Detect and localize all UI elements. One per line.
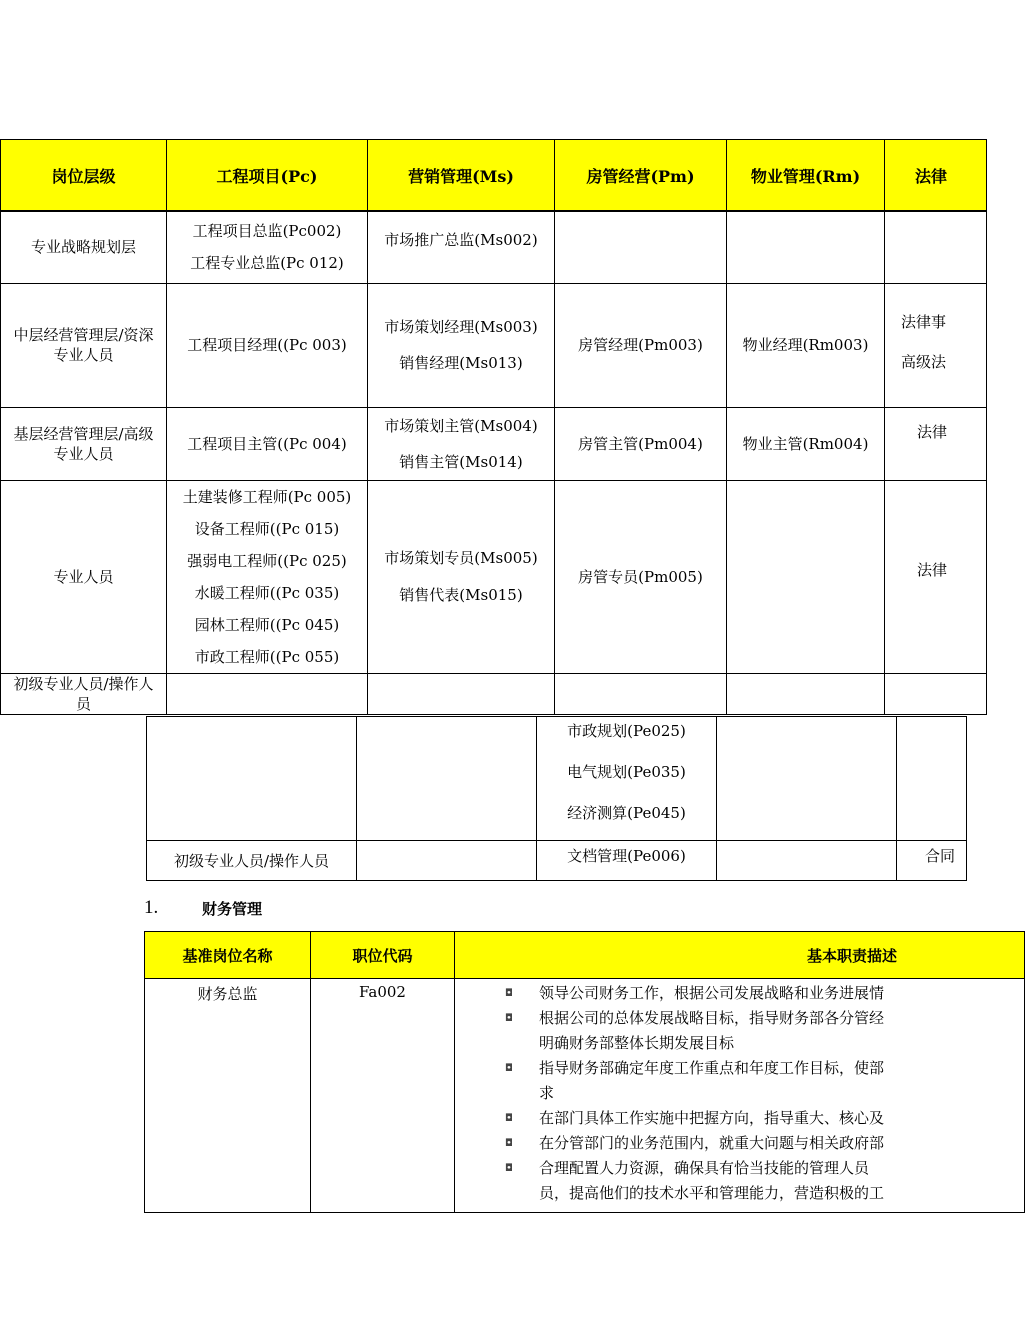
- header-position-name: 基准岗位名称: [145, 932, 311, 979]
- table-row: [147, 717, 967, 841]
- position-entry: 电气规划(Pe035): [567, 763, 686, 781]
- legal-cell: [885, 283, 987, 407]
- table-row: [147, 841, 967, 881]
- duty-item: ◘ 在部门具体工作实施中把握方向，指导重大、核心及: [539, 1106, 1024, 1131]
- job-level-matrix-table: [0, 139, 987, 715]
- position-entry: 销售代表(Ms015): [399, 585, 523, 604]
- position-name-cell: 财务总监: [145, 979, 311, 1213]
- position-entry: 物业经理(Rm003): [742, 336, 869, 354]
- section-title: 财务管理: [202, 900, 263, 918]
- duty-item: ◘ 合理配置人力资源，确保具有恰当技能的管理人员 员，提高他们的技术水平和管理能力，营造积极的工: [539, 1156, 1024, 1206]
- marketing-cell: [368, 673, 555, 714]
- position-entry: 市场推广总监(Ms002): [384, 231, 538, 249]
- property-mgmt-cell: [727, 283, 885, 407]
- level-cell: 初级专业人员/操作人员: [1, 673, 167, 714]
- position-entry: 市场策划经理(Ms003): [384, 318, 538, 336]
- col4-cell: [717, 717, 897, 841]
- duties-header-row: [145, 932, 1025, 979]
- position-entry: 房管主管(Pm004): [578, 434, 703, 453]
- level-cell: 初级专业人员/操作人员: [147, 841, 357, 881]
- position-entry: 工程专业总监(Pc 012): [190, 254, 344, 273]
- duty-item: ◘ 指导财务部确定年度工作重点和年度工作目标，使部 求: [539, 1056, 1024, 1106]
- table-row: [1, 480, 987, 673]
- legal-cell: [885, 480, 987, 673]
- legal-cell: [885, 673, 987, 714]
- position-entry: 物业主管(Rm004): [742, 434, 869, 453]
- checkbox-bullet-icon: ◘: [505, 988, 513, 999]
- section-heading: [144, 896, 263, 919]
- header-marketing: 营销管理(Ms): [368, 140, 555, 212]
- header-property-mgmt: 物业管理(Rm): [727, 140, 885, 212]
- position-entry: 经济测算(Pe045): [567, 804, 686, 822]
- position-entry: 市政规划(Pe025): [567, 722, 686, 740]
- checkbox-bullet-icon: ◘: [505, 1113, 513, 1124]
- duty-item: ◘ 在分管部门的业务范围内，就重大问题与相关政府部: [539, 1131, 1024, 1156]
- matrix-header-row: [1, 140, 987, 212]
- duty-item: ◘ 领导公司财务工作，根据公司发展战略和业务进展情: [539, 981, 1024, 1006]
- position-entry: 法律: [917, 422, 948, 441]
- marketing-cell: [368, 407, 555, 480]
- position-entry: 销售经理(Ms013): [399, 354, 523, 372]
- finance-duties-table: [144, 931, 1025, 1213]
- table-row: [1, 673, 987, 714]
- property-mgmt-cell: [727, 673, 885, 714]
- position-entry: 水暖工程师((Pc 035): [194, 583, 340, 602]
- position-entry: 工程项目总监(Pc002): [192, 222, 342, 241]
- position-entry: 设备工程师((Pc 015): [194, 519, 340, 538]
- property-ops-cell: [555, 283, 727, 407]
- position-entry: 工程项目经理((Pc 003): [187, 336, 347, 354]
- col2-cell: [357, 717, 537, 841]
- checkbox-bullet-icon: ◘: [505, 1163, 513, 1174]
- property-ops-cell: [555, 407, 727, 480]
- position-entry: 法律: [917, 560, 948, 579]
- col5-cell: [897, 717, 967, 841]
- property-mgmt-cell: [727, 211, 885, 283]
- engineering-cell: [167, 673, 368, 714]
- level-cell: 基层经营管理层/高级专业人员: [1, 407, 167, 480]
- engineering-cell: [167, 480, 368, 673]
- table-row: [1, 211, 987, 283]
- level-cell: 中层经营管理层/资深专业人员: [1, 283, 167, 407]
- contract-cell: 合同: [897, 841, 967, 881]
- engineering-cell: [167, 211, 368, 283]
- col4-cell: [717, 841, 897, 881]
- engineering-cell: [167, 407, 368, 480]
- position-code-cell: Fa002: [311, 979, 455, 1213]
- header-engineering: 工程项目(Pc): [167, 140, 368, 212]
- position-entry: 园林工程师((Pc 045): [194, 615, 340, 634]
- duty-item: ◘ 根据公司的总体发展战略目标，指导财务部各分管经 明确财务部整体长期发展目标: [539, 1006, 1024, 1056]
- header-job-level: 岗位层级: [1, 140, 167, 212]
- property-mgmt-cell: [727, 480, 885, 673]
- planning-cell: [537, 717, 717, 841]
- header-duties: 基本职责描述: [455, 932, 1025, 979]
- checkbox-bullet-icon: ◘: [505, 1063, 513, 1074]
- property-ops-cell: [555, 211, 727, 283]
- document-cell: 文档管理(Pe006): [537, 841, 717, 881]
- table-row: [145, 979, 1025, 1213]
- property-ops-cell: [555, 673, 727, 714]
- position-entry: 工程项目主管((Pc 004): [187, 434, 347, 453]
- position-entry: 强弱电工程师((Pc 025): [187, 551, 347, 570]
- header-position-code: 职位代码: [311, 932, 455, 979]
- position-entry: 高级法: [901, 352, 947, 371]
- continuation-table: [146, 716, 967, 881]
- duties-cell: [455, 979, 1025, 1213]
- marketing-cell: [368, 283, 555, 407]
- section-number: 1.: [144, 897, 159, 918]
- legal-cell: [885, 211, 987, 283]
- level-cell: 专业战略规划层: [1, 211, 167, 283]
- level-cell: 专业人员: [1, 480, 167, 673]
- property-mgmt-cell: [727, 407, 885, 480]
- position-entry: 土建装修工程师(Pc 005): [182, 487, 352, 506]
- engineering-cell: [167, 283, 368, 407]
- position-entry: 房管经理(Pm003): [578, 336, 703, 354]
- checkbox-bullet-icon: ◘: [505, 1013, 513, 1024]
- header-legal: 法律: [885, 140, 987, 212]
- table-row: [1, 407, 987, 480]
- table-row: [1, 283, 987, 407]
- col2-cell: [357, 841, 537, 881]
- position-entry: 法律事: [901, 312, 947, 331]
- position-entry: 市场策划专员(Ms005): [384, 548, 538, 567]
- property-ops-cell: [555, 480, 727, 673]
- marketing-cell: [368, 480, 555, 673]
- legal-cell: [885, 407, 987, 480]
- position-entry: 房管专员(Pm005): [578, 567, 703, 586]
- level-cell: [147, 717, 357, 841]
- header-property-ops: 房管经营(Pm): [555, 140, 727, 212]
- duties-list: [505, 981, 1024, 1206]
- position-entry: 市场策划主管(Ms004): [384, 416, 538, 435]
- position-entry: 销售主管(Ms014): [399, 452, 523, 471]
- marketing-cell: [368, 211, 555, 283]
- checkbox-bullet-icon: ◘: [505, 1138, 513, 1149]
- position-entry: 市政工程师((Pc 055): [194, 647, 340, 666]
